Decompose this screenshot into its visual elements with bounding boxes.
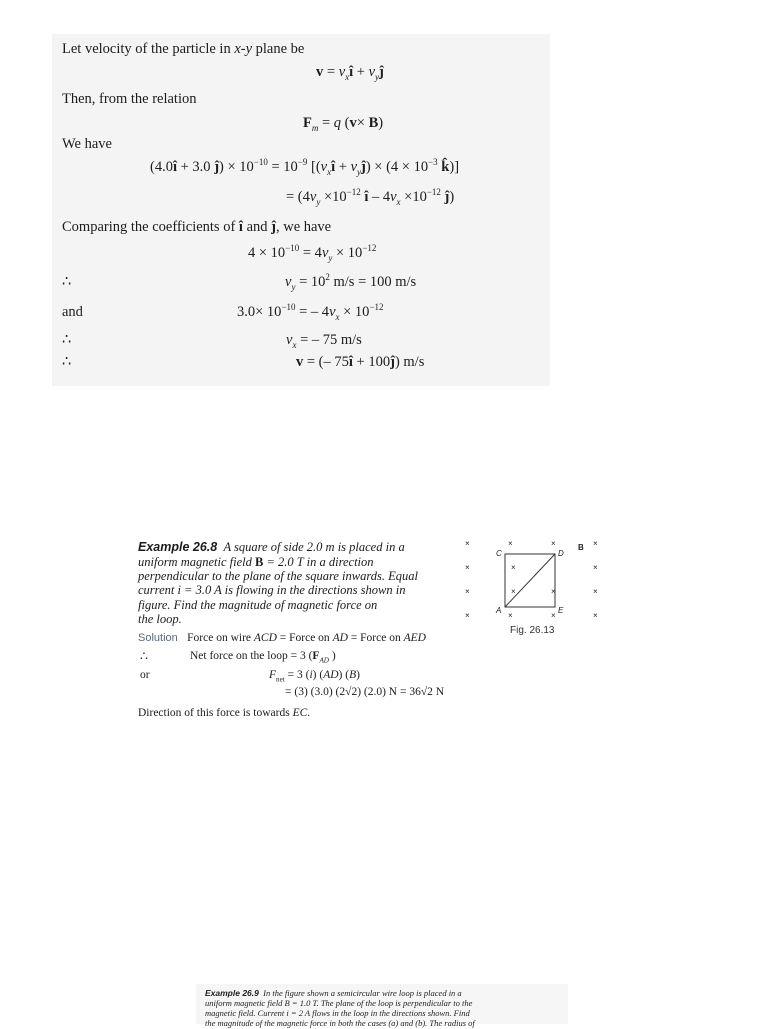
solution-intro: Let velocity of the particle in x-y plane be <box>62 41 305 57</box>
or-label: or <box>140 669 150 681</box>
field-cross: × <box>465 587 470 596</box>
equation-force: $F_m = q$ (v× B) <box>303 115 384 133</box>
field-cross: × <box>593 563 598 572</box>
example-26-9-line-2: uniform magnetic field B = 1.0 T. The plane of the loop is perpendicular to the <box>205 998 473 1008</box>
corner-label-e: E <box>558 606 564 615</box>
and-text: and <box>62 304 83 320</box>
field-label-b: B <box>578 543 584 552</box>
example-26-8-line-6: the loop. <box>138 612 182 626</box>
direction-text: Direction of this force is towards EC. <box>138 707 311 719</box>
figure-caption: Fig. 26.13 <box>510 625 555 636</box>
field-cross: × <box>511 563 516 572</box>
solution-line-3: $F_{net} = 3$ (i) (AD) (B) <box>269 669 360 684</box>
equation-velocity: $v = v_xî$ + $v_yĵ$ <box>316 64 384 82</box>
then-text: Then, from the relation <box>62 91 197 107</box>
field-cross: × <box>511 587 516 596</box>
example-26-9-line-3: magnetic field. Current i = 2 A flows in the loop in the directions shown. Find <box>205 1008 470 1018</box>
solution-line-2: Net force on the loop = 3 ($F_{AD}$ ) <box>190 650 336 665</box>
figure-26-13 <box>460 534 610 642</box>
field-cross: × <box>551 587 556 596</box>
therefore-symbol: ∴ <box>62 354 72 370</box>
equation-vx: $v_x$ = – 75 m/s <box>286 332 362 350</box>
example-26-8-line-4: current i = 3.0 A is flowing in the directions shown in <box>138 583 406 597</box>
example-26-8-line-3: perpendicular to the plane of the square inwards. Equal <box>138 569 418 583</box>
field-cross: × <box>508 539 513 548</box>
field-cross: × <box>593 611 598 620</box>
equation-expand-2: = ($4v_y \times 10^{-12}$ î – $4v_x \times 10^{-12}$ ĵ) <box>286 187 455 207</box>
therefore-symbol: ∴ <box>140 649 148 663</box>
field-cross: × <box>593 539 598 548</box>
example-26-9-line-1: Example 26.9 In the figure shown a semicircular wire loop is placed in a <box>205 988 462 998</box>
equation-coef-1: $4 \times 10^{-10} = 4v_y \times 10^{-12}$ <box>248 243 377 263</box>
corner-label-a: A <box>496 606 502 615</box>
field-cross: × <box>465 611 470 620</box>
solution-line-4: = (3) (3.0) (2√2) (2.0) N = 36√2 N <box>285 686 445 698</box>
equation-v-final: v = (– 75î + 100ĵ) m/s <box>296 354 425 370</box>
example-26-8-line-2: uniform magnetic field B = 2.0 T in a direction <box>138 555 374 569</box>
field-cross: × <box>551 611 556 620</box>
diagonal-wire <box>505 554 555 607</box>
example-26-8-line-1: Example 26.8 A square of side 2.0 m is placed in a <box>138 540 405 554</box>
therefore-symbol: ∴ <box>62 274 72 290</box>
corner-label-d: D <box>558 549 564 558</box>
comparing-text: Comparing the coefficients of î and ĵ, we have <box>62 219 332 235</box>
therefore-symbol: ∴ <box>62 332 72 348</box>
example-26-8-line-5: figure. Find the magnitude of magnetic force on <box>138 598 378 612</box>
field-cross: × <box>508 611 513 620</box>
field-cross: × <box>465 563 470 572</box>
corner-label-c: C <box>496 549 502 558</box>
equation-coef-2: $3.0\times 10^{-10}$ = – $4v_x \times 10^{-12}$ <box>237 302 384 322</box>
example-26-9-line-4: the magnitude of the magnetic force in both the cases (a) and (b). The radius of <box>205 1018 475 1028</box>
solution-line-1: Solution Force on wire ACD = Force on AD = Force on AED <box>138 632 426 644</box>
solution-label: Solution <box>138 632 178 644</box>
field-cross: × <box>465 539 470 548</box>
equation-vy: $v_y = 10^2$ m/s = 100 m/s <box>285 272 417 292</box>
field-cross: × <box>593 587 598 596</box>
we-have-text: We have <box>62 136 112 152</box>
equation-expand-1: (4.0î + 3.0 ĵ) × $10^{-10} = 10^{-9}$ [($v_xî$ + $v_yĵ) \times (4 \times 10^{-3}$ k̂)] <box>150 157 460 177</box>
field-cross: × <box>551 539 556 548</box>
